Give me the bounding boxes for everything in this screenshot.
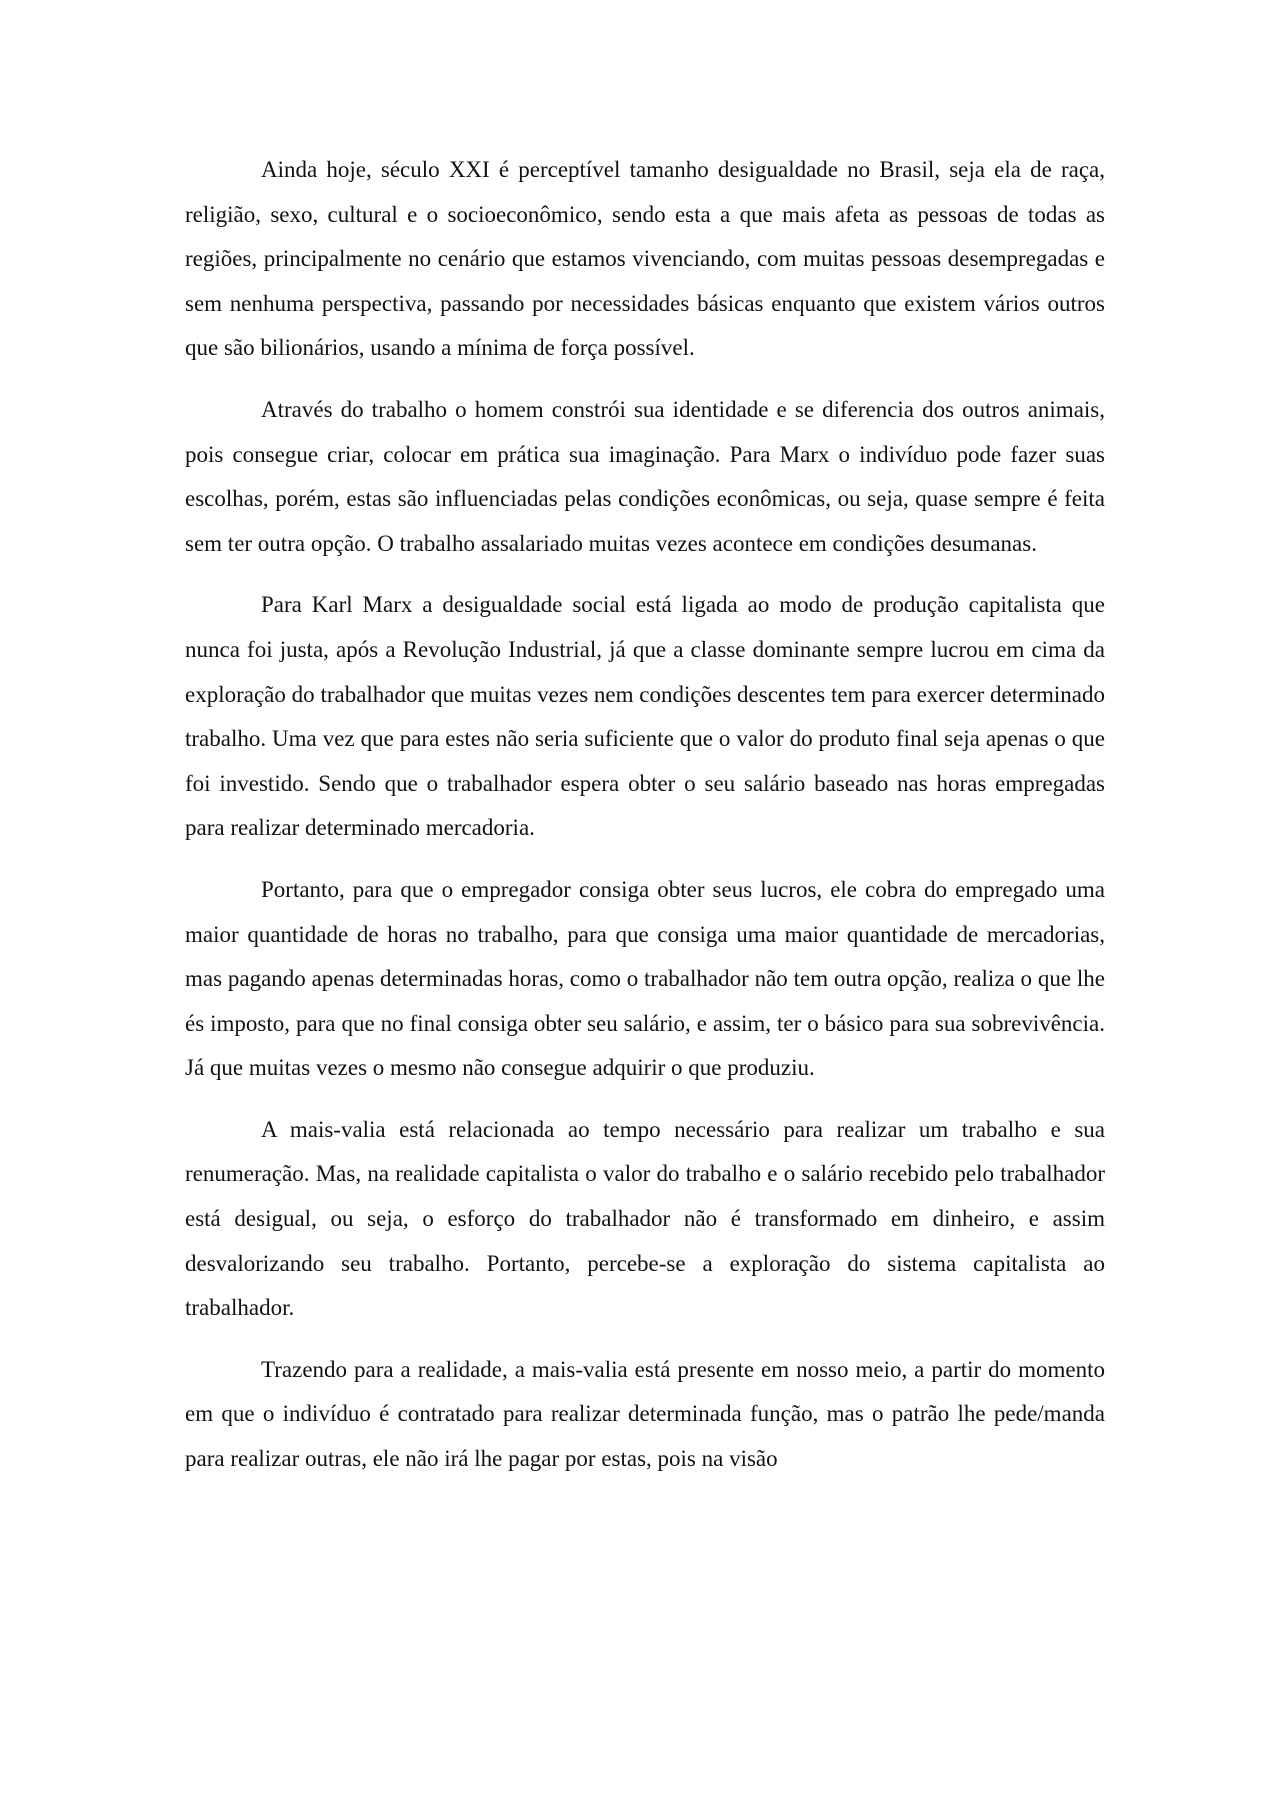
paragraph-6: Trazendo para a realidade, a mais-valia está presente em nosso meio, a partir do momento em que o indivíduo é contratado para realizar determinada função, mas o patrão lhe pede/manda para realizar outras, ele não irá lhe pagar por estas, pois na visão [185, 1356, 1105, 1472]
document-body [185, 148, 1105, 1499]
paragraph-3: Para Karl Marx a desigualdade social está ligada ao modo de produção capitalista que nunca foi justa, após a Revolução Industrial, já que a classe dominante sempre lucrou em cima da exploração do trabalhador que muitas vezes nem condições descentes tem para exercer determinado trabalho. Uma vez que para estes não seria suficiente que o valor do produto final seja apenas o que foi investido. Sendo que o trabalhador espera obter o seu salário baseado nas horas empregadas para realizar determinado mercadoria. [185, 592, 1105, 841]
paragraph-5: A mais-valia está relacionada ao tempo necessário para realizar um trabalho e sua renumeração. Mas, na realidade capitalista o valor do trabalho e o salário recebido pelo trabalhador está desigual, ou seja, o esforço do trabalhador não é transformado em dinheiro, e assim desvalorizando seu trabalho. Portanto, percebe-se a exploração do sistema capitalista ao trabalhador. [185, 1116, 1105, 1321]
paragraph-4: Portanto, para que o empregador consiga obter seus lucros, ele cobra do empregado uma maior quantidade de horas no trabalho, para que consiga uma maior quantidade de mercadorias, mas pagando apenas determinadas horas, como o trabalhador não tem outra opção, realiza o que lhe és imposto, para que no final consiga obter seu salário, e assim, ter o básico para sua sobrevivência. Já que muitas vezes o mesmo não consegue adquirir o que produziu. [185, 876, 1105, 1081]
paragraph-2: Através do trabalho o homem constrói sua identidade e se diferencia dos outros animais, pois consegue criar, colocar em prática sua imaginação. Para Marx o indivíduo pode fazer suas escolhas, porém, estas são influenciadas pelas condições econômicas, ou seja, quase sempre é feita sem ter outra opção. O trabalho assalariado muitas vezes acontece em condições desumanas. [185, 396, 1105, 556]
paragraph-1: Ainda hoje, século XXI é perceptível tamanho desigualdade no Brasil, seja ela de raça, religião, sexo, cultural e o socioeconômico, sendo esta a que mais afeta as pessoas de todas as regiões, principalmente no cenário que estamos vivenciando, com muitas pessoas desempregadas e sem nenhuma perspectiva, passando por necessidades básicas enquanto que existem vários outros que são bilionários, usando a mínima de força possível. [185, 157, 1105, 361]
